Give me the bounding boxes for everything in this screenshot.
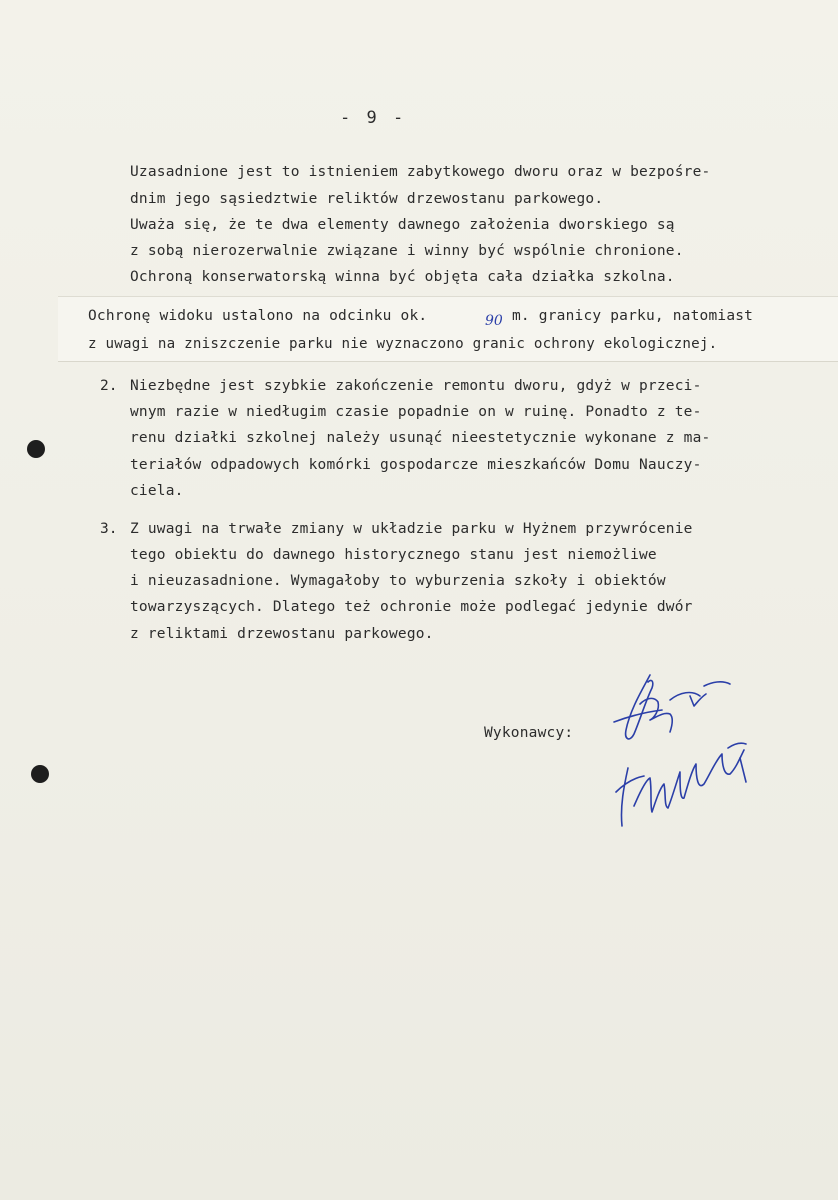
signature-label: Wykonawcy: (484, 725, 574, 741)
pasted-line-2: z uwagi na zniszczenie parku nie wyznaczono granic ochrony ekologicznej. (88, 336, 718, 352)
text-line: Z uwagi na trwałe zmiany w układzie parku w Hyżnem przywrócenie (130, 521, 693, 537)
page-number: - 9 - (340, 108, 407, 128)
text-line: towarzyszących. Dlatego też ochronie może podlegać jedynie dwór (130, 599, 693, 615)
text-line: Uzasadnione jest to istnieniem zabytkowego dworu oraz w bezpośre- (130, 164, 711, 180)
handwritten-signatures (600, 660, 760, 840)
text-line: z reliktami drzewostanu parkowego. (130, 626, 434, 642)
text-line: i nieuzasadnione. Wymagałoby to wyburzenia szkoły i obiektów (130, 573, 666, 589)
pasted-line-1-start: Ochronę widoku ustalono na odcinku ok. (88, 308, 428, 324)
text-line: Ochroną konserwatorską winna być objęta cała działka szkolna. (130, 269, 675, 285)
handwritten-value: 90 (485, 313, 503, 329)
pasted-line-1-end: m. granicy parku, natomiast (512, 308, 754, 324)
item-number: 2. (100, 378, 118, 394)
text-line: wnym razie w niedługim czasie popadnie on w ruinę. Ponadto z te- (130, 404, 702, 420)
text-line: dnim jego sąsiedztwie reliktów drzewostanu parkowego. (130, 191, 604, 207)
text-line: teriałów odpadowych komórki gospodarcze mieszkańców Domu Nauczy- (130, 457, 702, 473)
text-line: Niezbędne jest szybkie zakończenie remontu dworu, gdyż w przeci- (130, 378, 702, 394)
text-line: renu działki szkolnej należy usunąć nieestetycznie wykonane z ma- (130, 430, 711, 446)
punch-hole (27, 440, 45, 458)
text-line: z sobą nierozerwalnie związane i winny być wspólnie chronione. (130, 243, 684, 259)
text-line: Uważa się, że te dwa elementy dawnego założenia dworskiego są (130, 217, 675, 233)
punch-hole (31, 765, 49, 783)
item-number: 3. (100, 521, 118, 537)
text-line: ciela. (130, 483, 184, 499)
text-line: tego obiektu do dawnego historycznego stanu jest niemożliwe (130, 547, 657, 563)
